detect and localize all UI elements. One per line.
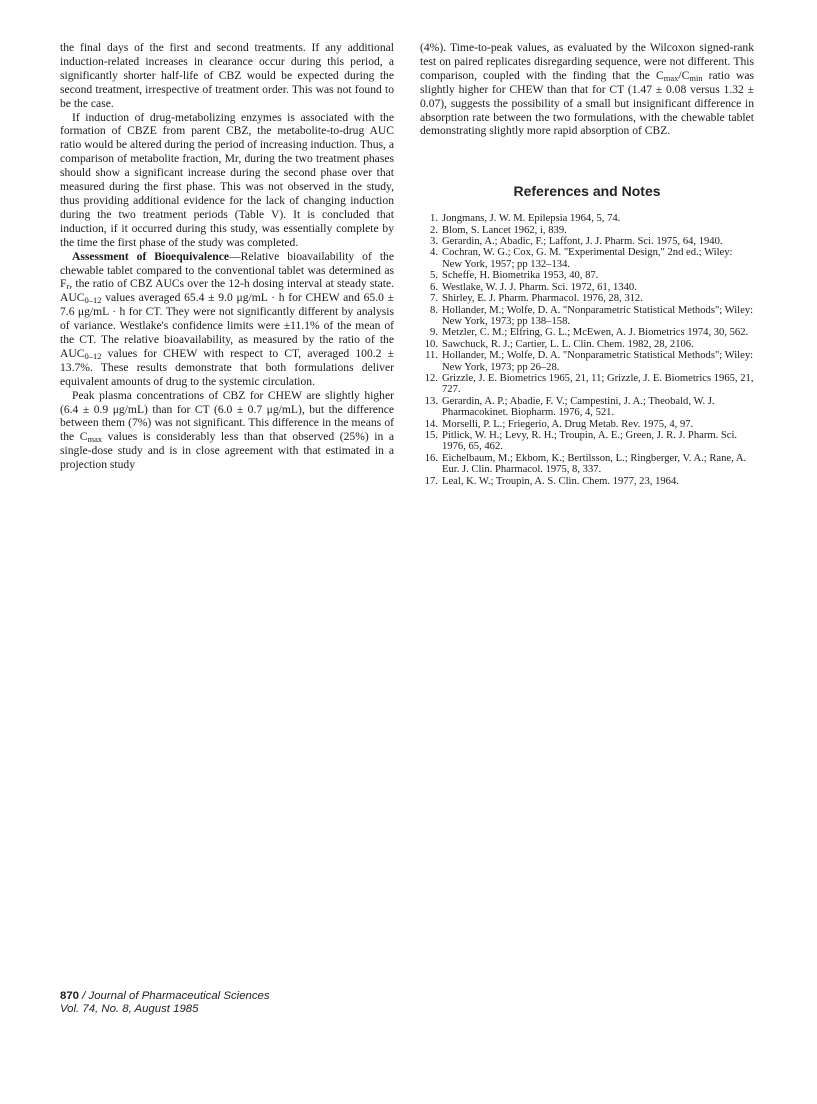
paragraph-induction: If induction of drug-metabolizing enzymes is associated with the formation of CBZE from parent CBZ, the metabolite-to-drug AUC ratio would be altered during the period of increasing induction. Thus, a comparison of metabolite fraction, Mr, during the two treatment phases should show a significant increase during the second phase over that measured during the first phase. This was not observed in the study, thus providing additional evidence for the lack of changing induction during the two treatment periods (Table V). It is concluded that induction, if it occurred during this study, was essentially complete by the time the first phase of the study was completed. xyxy=(60,110,394,249)
reference-text: Gerardin, A.; Abadic, F.; Laffont, J. J. Pharm. Sci. 1975, 64, 1940. xyxy=(442,236,723,248)
reference-item xyxy=(420,327,754,338)
reference-text: Scheffe, H. Biometrika 1953, 40, 87. xyxy=(442,270,599,282)
reference-text: Jongmans, J. W. M. Epilepsia 1964, 5, 74. xyxy=(442,213,621,225)
paragraph-time-to-peak: (4%). Time-to-peak values, as evaluated by the Wilcoxon signed-rank test on paired replicates disregarding sequence, were not different. This comparison, coupled with the finding that the $C_{max}/C_{min}$ ratio was slightly higher for CHEW than that for CT (1.47 ± 0.08 versus 1.32 ± 0.07), suggests the possibility of a small but insignificant difference in absorption rate between the two formulations, with the chewable tablet demonstrating slightly more rapid absorption of CBZ. xyxy=(420,41,754,138)
reference-text: Shirley, E. J. Pharm. Pharmacol. 1976, 28, 312. xyxy=(442,293,643,305)
reference-item xyxy=(420,396,754,419)
reference-number: 6. xyxy=(430,281,438,293)
reference-text: Metzler, C. M.; Elfring, G. L.; McEwen, A. J. Biometrics 1974, 30, 562. xyxy=(442,327,749,339)
reference-text: Gerardin, A. P.; Abadie, F. V.; Campestini, J. A.; Theobald, W. J. Pharmacokinet. Biopharm. 1976, 4, 521. xyxy=(442,395,715,419)
page-number: 870 xyxy=(60,990,80,1002)
reference-number: 10. xyxy=(424,338,438,350)
reference-item xyxy=(420,419,754,430)
reference-number: 1. xyxy=(430,213,438,225)
right-column xyxy=(420,41,754,487)
reference-text: Sawchuck, R. J.; Cartier, L. L. Clin. Chem. 1982, 28, 2106. xyxy=(442,338,694,350)
reference-text: Cochran, W. G.; Cox, G. M. "Experimental Design," 2nd ed.; Wiley: New York, 1957; pp 132–134. xyxy=(442,247,733,270)
reference-number: 15. xyxy=(424,429,438,441)
reference-item xyxy=(420,453,754,476)
reference-text: Eichelbaum, M.; Ekbom, K.; Bertilsson, L.; Ringberger, V. A.; Rane, A. Eur. J. Clin. Pharmacol. 1975, 8, 337. xyxy=(442,452,747,476)
reference-item xyxy=(420,373,754,396)
reference-number: 17. xyxy=(424,475,438,487)
left-column xyxy=(60,41,394,472)
reference-text: Morselli, P. L.; Friegerio, A. Drug Metab. Rev. 1975, 4, 97. xyxy=(442,418,694,430)
reference-item xyxy=(420,293,754,304)
reference-item xyxy=(420,213,754,224)
reference-item xyxy=(420,282,754,293)
reference-text: Blom, S. Lancet 1962, i, 839. xyxy=(442,224,567,236)
reference-number: 8. xyxy=(430,304,438,316)
paragraph-peak-concentrations: Peak plasma concentrations of CBZ for CHEW are slightly higher (6.4 ± 0.9 μg/mL) than for CT (6.0 ± 0.7 μg/mL), but the difference between them (7%) was not significant. This difference in the means of the $C_{max}$ values is considerably less than that observed (25%) in a single-dose study and is in close agreement with that estimated in a projection study xyxy=(60,388,394,472)
references-heading: References and Notes xyxy=(513,183,661,200)
section-heading-bioequivalence: Assessment of Bioequivalence xyxy=(72,249,230,263)
reference-item xyxy=(420,305,754,328)
reference-number: 3. xyxy=(430,236,438,248)
paragraph-continued: the final days of the first and second treatments. If any additional induction-related increases in clearance occur during this period, a significantly shorter half-life of CBZ would be expected during the second treatment, irrespective of treatment order. This was not found to be the case. xyxy=(60,41,394,110)
footer-line-journal xyxy=(60,990,270,1003)
reference-number: 14. xyxy=(424,418,438,430)
reference-text: Grizzle, J. E. Biometrics 1965, 21, 11; Grizzle, J. E. Biometrics 1965, 21, 727. xyxy=(442,372,754,396)
reference-item xyxy=(420,350,754,373)
reference-number: 7. xyxy=(430,293,438,305)
reference-item xyxy=(420,339,754,350)
reference-number: 9. xyxy=(430,327,438,339)
reference-item xyxy=(420,476,754,487)
reference-item xyxy=(420,236,754,247)
reference-text: Westlake, W. J. J. Pharm. Sci. 1972, 61, 1340. xyxy=(442,281,637,293)
volume-info: Vol. 74, No. 8, August 1985 xyxy=(60,1003,199,1015)
reference-text: Hollander, M.; Wolfe, D. A. "Nonparametric Statistical Methods"; Wiley: New York, 1973; pp 138–158. xyxy=(442,304,754,327)
paragraph-bioequivalence: Assessment of Bioequivalence—Relative bioavailability of the chewable tablet compared to the conventional tablet was determined as $F_r$, the ratio of CBZ AUCs over the 12-h dosing interval at steady state. $AUC_{0-12}$ values averaged 65.4 ± 9.0 μg/mL · h for CHEW and 65.0 ± 7.6 μg/mL · h for CT. They were not significantly different by analysis of variance. Westlake's confidence limits were ±11.1% of the mean of the CT. The relative bioavailability, as measured by the ratio of the $AUC_{0-12}$ values for CHEW with respect to CT, averaged 100.2 ± 13.7%. These results demonstrate that both formulations deliver equivalent amounts of drug to the systemic circulation. xyxy=(60,249,394,388)
reference-number: 5. xyxy=(430,270,438,282)
references-list xyxy=(420,213,754,487)
reference-text: Leal, K. W.; Troupin, A. S. Clin. Chem. 1977, 23, 1964. xyxy=(442,475,679,487)
reference-number: 11. xyxy=(425,350,438,362)
reference-number: 2. xyxy=(430,224,438,236)
reference-item xyxy=(420,247,754,270)
reference-text: Hollander, M.; Wolfe, D. A. "Nonparametric Statistical Methods"; Wiley: New York, 1973; pp 26–28. xyxy=(442,350,754,373)
reference-number: 4. xyxy=(430,247,438,259)
reference-number: 13. xyxy=(424,395,438,407)
reference-item xyxy=(420,430,754,453)
reference-item xyxy=(420,270,754,281)
journal-name: / Journal of Pharmaceutical Sciences xyxy=(79,990,270,1002)
reference-number: 12. xyxy=(424,372,438,384)
page-footer xyxy=(60,990,270,1016)
reference-number: 16. xyxy=(424,452,438,464)
reference-item xyxy=(420,225,754,236)
reference-text: Pitlick, W. H.; Levy, R. H.; Troupin, A. E.; Green, J. R. J. Pharm. Sci. 1976, 65, 462. xyxy=(442,429,738,453)
